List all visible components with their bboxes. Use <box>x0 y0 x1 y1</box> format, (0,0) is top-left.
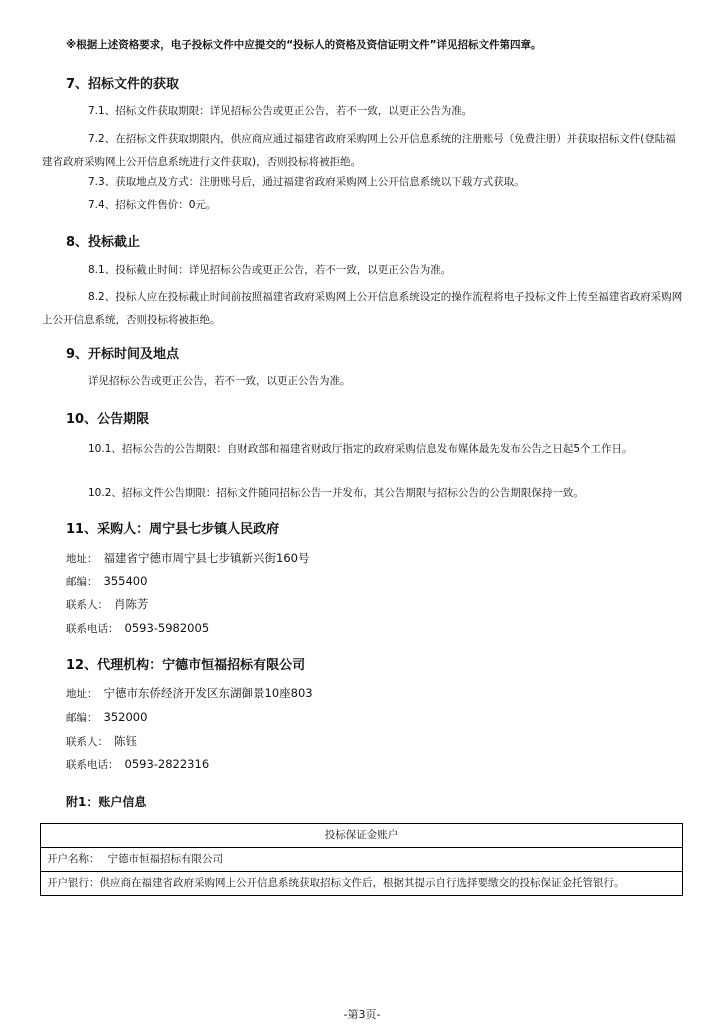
qualification-note: ※根据上述资格要求，电子投标文件中应提交的“投标人的资格及资信证明文件”详见招标文件第四章。 <box>66 39 542 51</box>
section-8-2: 8.2、投标人应在投标截止时间前按照福建省政府采购网上公开信息系统设定的操作流程将电子投标文件上传至福建省政府采购网上公开信息系统，否则投标将被拒绝。 <box>42 291 683 326</box>
appendix-heading: 附1：账户信息 <box>66 795 147 809</box>
account-name-cell <box>41 848 683 872</box>
agency-address-row <box>66 686 313 701</box>
section-8-heading: 8、投标截止 <box>66 235 141 250</box>
agency-phone-row <box>66 757 209 772</box>
section-7-1: 7.1、招标文件获取期限：详见招标公告或更正公告，若不一致，以更正公告为准。 <box>88 105 473 117</box>
purchaser-address-row <box>66 551 309 566</box>
table-row <box>41 872 683 896</box>
agency-contact-row <box>66 734 137 749</box>
bank-label: 开户银行： <box>47 877 100 889</box>
agency-address: 宁德市东侨经济开发区东湖御景10座803 <box>103 686 313 700</box>
table-title: 投标保证金账户 <box>41 824 683 848</box>
section-10-1: 10.1、招标公告的公告期限：自财政部和福建省财政厅指定的政府采购信息发布媒体最先发布公告之日起5个工作日。 <box>88 443 633 455</box>
postcode-label: 邮编： <box>66 712 98 724</box>
section-7-2: 7.2、在招标文件获取期限内，供应商应通过福建省政府采购网上公开信息系统的注册账号（免费注册）并获取招标文件(登陆福建省政府采购网上公开信息系统进行文件获取)，否则投标将被拒绝。 <box>42 133 676 168</box>
agency-postcode-row <box>66 710 147 725</box>
section-8-1: 8.1、投标截止时间：详见招标公告或更正公告，若不一致，以更正公告为准。 <box>88 264 452 276</box>
contact-label: 联系人： <box>66 736 108 748</box>
page-number: -第3页- <box>343 1008 381 1021</box>
purchaser-phone: 0593-5982005 <box>124 621 210 635</box>
section-12-heading: 12、代理机构：宁德市恒福招标有限公司 <box>66 658 306 673</box>
purchaser-postcode-row <box>66 574 147 589</box>
section-9-1: 详见招标公告或更正公告，若不一致，以更正公告为准。 <box>88 375 351 387</box>
section-10-2: 10.2、招标文件公告期限：招标文件随同招标公告一并发布，其公告期限与招标公告的公告期限保持一致。 <box>88 487 584 499</box>
phone-label: 联系电话： <box>66 623 119 635</box>
section-11-heading: 11、采购人：周宁县七步镇人民政府 <box>66 522 280 537</box>
section-9-heading: 9、开标时间及地点 <box>66 347 180 362</box>
purchaser-postcode: 355400 <box>103 574 148 588</box>
table-row <box>41 848 683 872</box>
bank-text: 供应商在福建省政府采购网上公开信息系统获取招标文件后，根据其提示自行选择要缴交的投标保证金托管银行。 <box>99 877 625 889</box>
agency-postcode: 352000 <box>103 710 148 724</box>
phone-label: 联系电话： <box>66 759 119 771</box>
account-info-table <box>40 823 683 896</box>
contact-label: 联系人： <box>66 599 108 611</box>
section-10-heading: 10、公告期限 <box>66 412 150 427</box>
table-row <box>41 824 683 848</box>
bank-cell <box>41 872 683 896</box>
account-name: 宁德市恒福招标有限公司 <box>107 853 223 865</box>
address-label: 地址： <box>66 553 98 565</box>
section-7-4: 7.4、招标文件售价：0元。 <box>88 199 217 211</box>
agency-contact: 陈钰 <box>114 734 137 748</box>
account-name-label: 开户名称： <box>47 853 100 865</box>
agency-phone: 0593-2822316 <box>124 757 210 771</box>
section-7-heading: 7、招标文件的获取 <box>66 77 180 92</box>
purchaser-contact: 肖陈芳 <box>114 597 149 611</box>
address-label: 地址： <box>66 688 98 700</box>
purchaser-phone-row <box>66 621 209 636</box>
purchaser-contact-row <box>66 597 149 612</box>
purchaser-address: 福建省宁德市周宁县七步镇新兴街160号 <box>103 551 310 565</box>
postcode-label: 邮编： <box>66 576 98 588</box>
section-7-3: 7.3、获取地点及方式：注册账号后，通过福建省政府采购网上公开信息系统以下载方式获取。 <box>88 176 525 188</box>
